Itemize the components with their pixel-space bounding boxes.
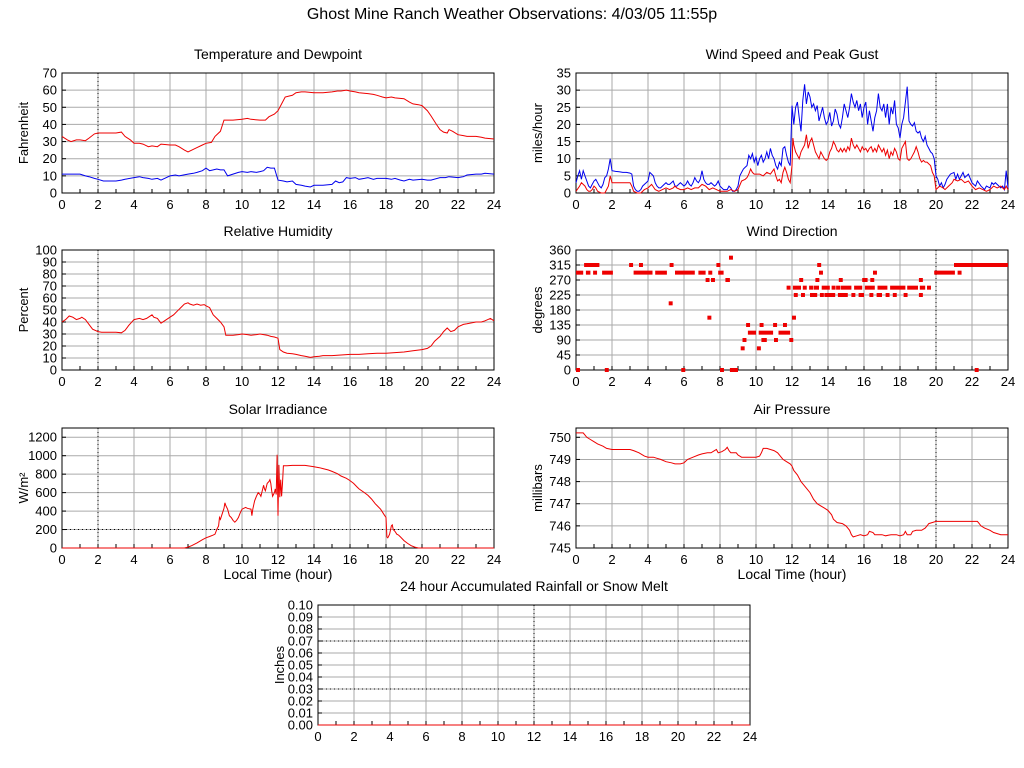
x-tick-label: 12 <box>784 197 800 212</box>
chart-title: Solar Irradiance <box>228 401 328 417</box>
x-tick-label: 2 <box>94 552 102 567</box>
x-axis-label: Local Time (hour) <box>223 566 333 582</box>
y-tick-label: 50 <box>42 302 57 318</box>
x-tick-label: 2 <box>608 197 616 212</box>
y-tick-label: 40 <box>42 116 57 132</box>
x-tick-label: 18 <box>378 374 394 389</box>
x-tick-label: 0 <box>58 374 66 389</box>
y-tick-label: 35 <box>556 65 571 81</box>
x-tick-label: 14 <box>306 374 322 389</box>
y-tick-label: 60 <box>42 290 57 306</box>
x-tick-label: 18 <box>892 374 908 389</box>
x-tick-label: 22 <box>450 197 466 212</box>
y-tick-label: 0.01 <box>287 705 313 721</box>
x-tick-label: 16 <box>342 552 358 567</box>
x-tick-label: 14 <box>820 197 836 212</box>
x-tick-label: 6 <box>166 197 174 212</box>
grid <box>576 428 1008 548</box>
y-tick-label: 15 <box>556 134 571 150</box>
x-tick-label: 10 <box>490 729 506 744</box>
x-tick-label: 20 <box>928 552 944 567</box>
chart-title: Air Pressure <box>753 401 831 417</box>
x-tick-label: 4 <box>644 197 652 212</box>
y-tick-label: 0.08 <box>287 621 313 637</box>
x-tick-label: 8 <box>202 374 210 389</box>
x-tick-label: 0 <box>572 374 580 389</box>
y-tick-label: 100 <box>35 242 57 258</box>
x-tick-label: 8 <box>202 197 210 212</box>
y-tick-label: 10 <box>556 151 571 167</box>
x-tick-label: 22 <box>964 374 980 389</box>
y-tick-label: 750 <box>549 429 571 445</box>
solar-irradiance-chart <box>0 395 512 590</box>
y-tick-label: 400 <box>35 503 57 519</box>
y-tick-label: 180 <box>549 302 571 318</box>
y-axis-label: miles/hour <box>530 103 545 163</box>
x-tick-label: 0 <box>314 729 322 744</box>
x-tick-label: 2 <box>94 197 102 212</box>
y-tick-label: 747 <box>549 496 571 512</box>
air-pressure-chart <box>514 395 1024 590</box>
tick-labels <box>43 66 502 213</box>
y-tick-label: 270 <box>549 272 571 288</box>
tick-labels <box>35 243 501 390</box>
x-tick-label: 24 <box>742 729 758 744</box>
x-axis-label: Local Time (hour) <box>737 566 847 582</box>
x-tick-label: 0 <box>58 197 66 212</box>
temperature-dewpoint-chart <box>0 40 512 235</box>
x-tick-label: 24 <box>486 374 502 389</box>
x-tick-label: 20 <box>928 197 944 212</box>
chart-title: Relative Humidity <box>223 223 333 239</box>
x-tick-label: 18 <box>892 552 908 567</box>
y-tick-label: 1000 <box>28 448 57 464</box>
y-tick-label: 25 <box>556 99 571 115</box>
x-tick-label: 22 <box>706 729 722 744</box>
x-tick-label: 8 <box>716 374 724 389</box>
x-tick-label: 4 <box>386 729 394 744</box>
y-tick-label: 748 <box>549 474 571 490</box>
y-tick-label: 746 <box>549 518 571 534</box>
relative-humidity-plot <box>0 217 512 407</box>
x-tick-label: 12 <box>526 729 542 744</box>
chart-title: Wind Direction <box>746 223 838 239</box>
x-tick-label: 10 <box>748 197 764 212</box>
y-tick-label: 315 <box>549 257 571 273</box>
x-tick-label: 4 <box>130 552 138 567</box>
x-tick-label: 16 <box>856 552 872 567</box>
y-tick-label: 70 <box>42 65 57 81</box>
y-tick-label: 50 <box>42 99 57 115</box>
x-tick-label: 20 <box>928 374 944 389</box>
x-tick-label: 4 <box>130 374 138 389</box>
y-tick-label: 45 <box>556 347 571 363</box>
x-tick-label: 18 <box>378 197 394 212</box>
x-tick-label: 24 <box>1000 552 1016 567</box>
x-tick-label: 12 <box>270 552 286 567</box>
y-tick-label: 0.09 <box>287 609 313 625</box>
y-tick-label: 20 <box>556 116 571 132</box>
y-tick-label: 40 <box>42 314 57 330</box>
x-tick-label: 22 <box>450 552 466 567</box>
x-tick-label: 8 <box>202 552 210 567</box>
x-tick-label: 10 <box>748 552 764 567</box>
x-tick-label: 16 <box>342 374 358 389</box>
x-tick-label: 16 <box>342 197 358 212</box>
x-tick-label: 10 <box>748 374 764 389</box>
x-tick-label: 14 <box>820 552 836 567</box>
x-tick-label: 6 <box>166 552 174 567</box>
x-tick-label: 2 <box>350 729 358 744</box>
y-tick-label: 749 <box>549 451 571 467</box>
y-axis-label: Percent <box>16 287 31 333</box>
y-tick-label: 90 <box>556 332 571 348</box>
y-tick-label: 5 <box>563 168 571 184</box>
x-tick-label: 20 <box>414 552 430 567</box>
y-tick-label: 0 <box>49 540 57 556</box>
wind-direction-plot <box>514 217 1024 407</box>
x-tick-label: 10 <box>234 552 250 567</box>
y-tick-label: 20 <box>42 151 57 167</box>
wind-speed-gust-chart <box>514 40 1024 235</box>
x-tick-label: 18 <box>892 197 908 212</box>
x-tick-label: 4 <box>644 374 652 389</box>
x-tick-label: 12 <box>784 374 800 389</box>
y-tick-label: 135 <box>549 317 571 333</box>
x-tick-label: 4 <box>130 197 138 212</box>
x-tick-label: 20 <box>670 729 686 744</box>
y-tick-label: 360 <box>549 242 571 258</box>
x-tick-label: 4 <box>644 552 652 567</box>
y-tick-label: 70 <box>42 278 57 294</box>
relative-humidity-chart <box>0 217 512 412</box>
y-tick-label: 30 <box>42 134 57 150</box>
x-tick-label: 24 <box>486 197 502 212</box>
x-tick-label: 6 <box>680 552 688 567</box>
x-tick-label: 20 <box>414 197 430 212</box>
x-tick-label: 16 <box>856 197 872 212</box>
x-tick-label: 22 <box>964 552 980 567</box>
x-tick-label: 24 <box>1000 197 1016 212</box>
page-title: Ghost Mine Ranch Weather Observations: 4/03/05 11:55p <box>306 6 718 23</box>
y-tick-label: 600 <box>35 485 57 501</box>
x-tick-label: 12 <box>270 374 286 389</box>
y-tick-label: 0.10 <box>287 597 313 613</box>
grid <box>62 73 494 193</box>
y-axis-label: degrees <box>530 286 545 334</box>
x-tick-label: 14 <box>306 552 322 567</box>
y-tick-label: 30 <box>556 82 571 98</box>
y-tick-label: 0 <box>49 185 57 201</box>
x-tick-label: 0 <box>572 197 580 212</box>
y-tick-label: 800 <box>35 466 57 482</box>
y-tick-label: 0 <box>563 362 571 378</box>
x-tick-label: 10 <box>234 374 250 389</box>
x-tick-label: 24 <box>486 552 502 567</box>
x-tick-label: 24 <box>1000 374 1016 389</box>
y-tick-label: 745 <box>549 540 571 556</box>
y-tick-label: 0.03 <box>287 681 313 697</box>
x-tick-label: 8 <box>458 729 466 744</box>
y-axis-label: millibars <box>530 464 545 512</box>
x-tick-label: 12 <box>270 197 286 212</box>
y-tick-label: 200 <box>35 522 57 538</box>
x-tick-label: 20 <box>414 374 430 389</box>
y-tick-label: 0.02 <box>287 693 313 709</box>
y-tick-label: 0.05 <box>287 657 313 673</box>
y-tick-label: 0 <box>49 362 57 378</box>
rainfall-plot <box>256 572 768 762</box>
x-tick-label: 6 <box>422 729 430 744</box>
rainfall-chart <box>256 572 768 767</box>
tick-labels <box>549 430 1015 567</box>
air-pressure-plot <box>514 395 1024 585</box>
tick-labels <box>557 66 1016 213</box>
x-tick-label: 16 <box>856 374 872 389</box>
y-tick-label: 0.04 <box>287 669 313 685</box>
x-tick-label: 6 <box>680 374 688 389</box>
x-tick-label: 14 <box>306 197 322 212</box>
y-tick-label: 0 <box>563 185 571 201</box>
tick-labels <box>549 243 1015 390</box>
y-tick-label: 0.06 <box>287 645 313 661</box>
x-tick-label: 12 <box>784 552 800 567</box>
y-tick-label: 80 <box>42 266 57 282</box>
x-tick-label: 6 <box>166 374 174 389</box>
y-tick-label: 30 <box>42 326 57 342</box>
y-tick-label: 90 <box>42 254 57 270</box>
grid <box>62 250 494 370</box>
y-tick-label: 1200 <box>28 429 57 445</box>
tick-labels <box>288 598 758 745</box>
y-axis-label: W/m² <box>16 472 31 504</box>
wind-direction-chart <box>514 217 1024 412</box>
x-tick-label: 16 <box>598 729 614 744</box>
y-tick-label: 60 <box>42 82 57 98</box>
y-axis-label: Fahrenheit <box>16 101 31 165</box>
y-tick-label: 0.00 <box>287 717 313 733</box>
x-tick-label: 18 <box>634 729 650 744</box>
solar-irradiance-plot <box>0 395 512 585</box>
y-axis-label: Inches <box>272 645 287 685</box>
tick-labels <box>28 430 501 567</box>
x-tick-label: 2 <box>94 374 102 389</box>
x-tick-label: 22 <box>964 197 980 212</box>
x-tick-label: 8 <box>716 552 724 567</box>
x-tick-label: 2 <box>608 374 616 389</box>
x-tick-label: 0 <box>58 552 66 567</box>
chart-title: Temperature and Dewpoint <box>193 46 363 62</box>
y-tick-label: 225 <box>549 287 571 303</box>
y-tick-label: 20 <box>42 338 57 354</box>
temperature-dewpoint-plot <box>0 40 512 230</box>
x-tick-label: 0 <box>572 552 580 567</box>
y-tick-label: 10 <box>42 168 57 184</box>
chart-title: Wind Speed and Peak Gust <box>705 46 879 62</box>
x-tick-label: 14 <box>820 374 836 389</box>
x-tick-label: 22 <box>450 374 466 389</box>
chart-title: 24 hour Accumulated Rainfall or Snow Melt <box>400 578 668 594</box>
grid <box>576 250 1008 370</box>
x-tick-label: 18 <box>378 552 394 567</box>
wind-speed-gust-plot <box>514 40 1024 230</box>
y-tick-label: 10 <box>42 350 57 366</box>
x-tick-label: 14 <box>562 729 578 744</box>
x-tick-label: 2 <box>608 552 616 567</box>
grid <box>576 73 1008 193</box>
y-tick-label: 0.07 <box>287 633 313 649</box>
x-tick-label: 8 <box>716 197 724 212</box>
x-tick-label: 6 <box>680 197 688 212</box>
x-tick-label: 10 <box>234 197 250 212</box>
